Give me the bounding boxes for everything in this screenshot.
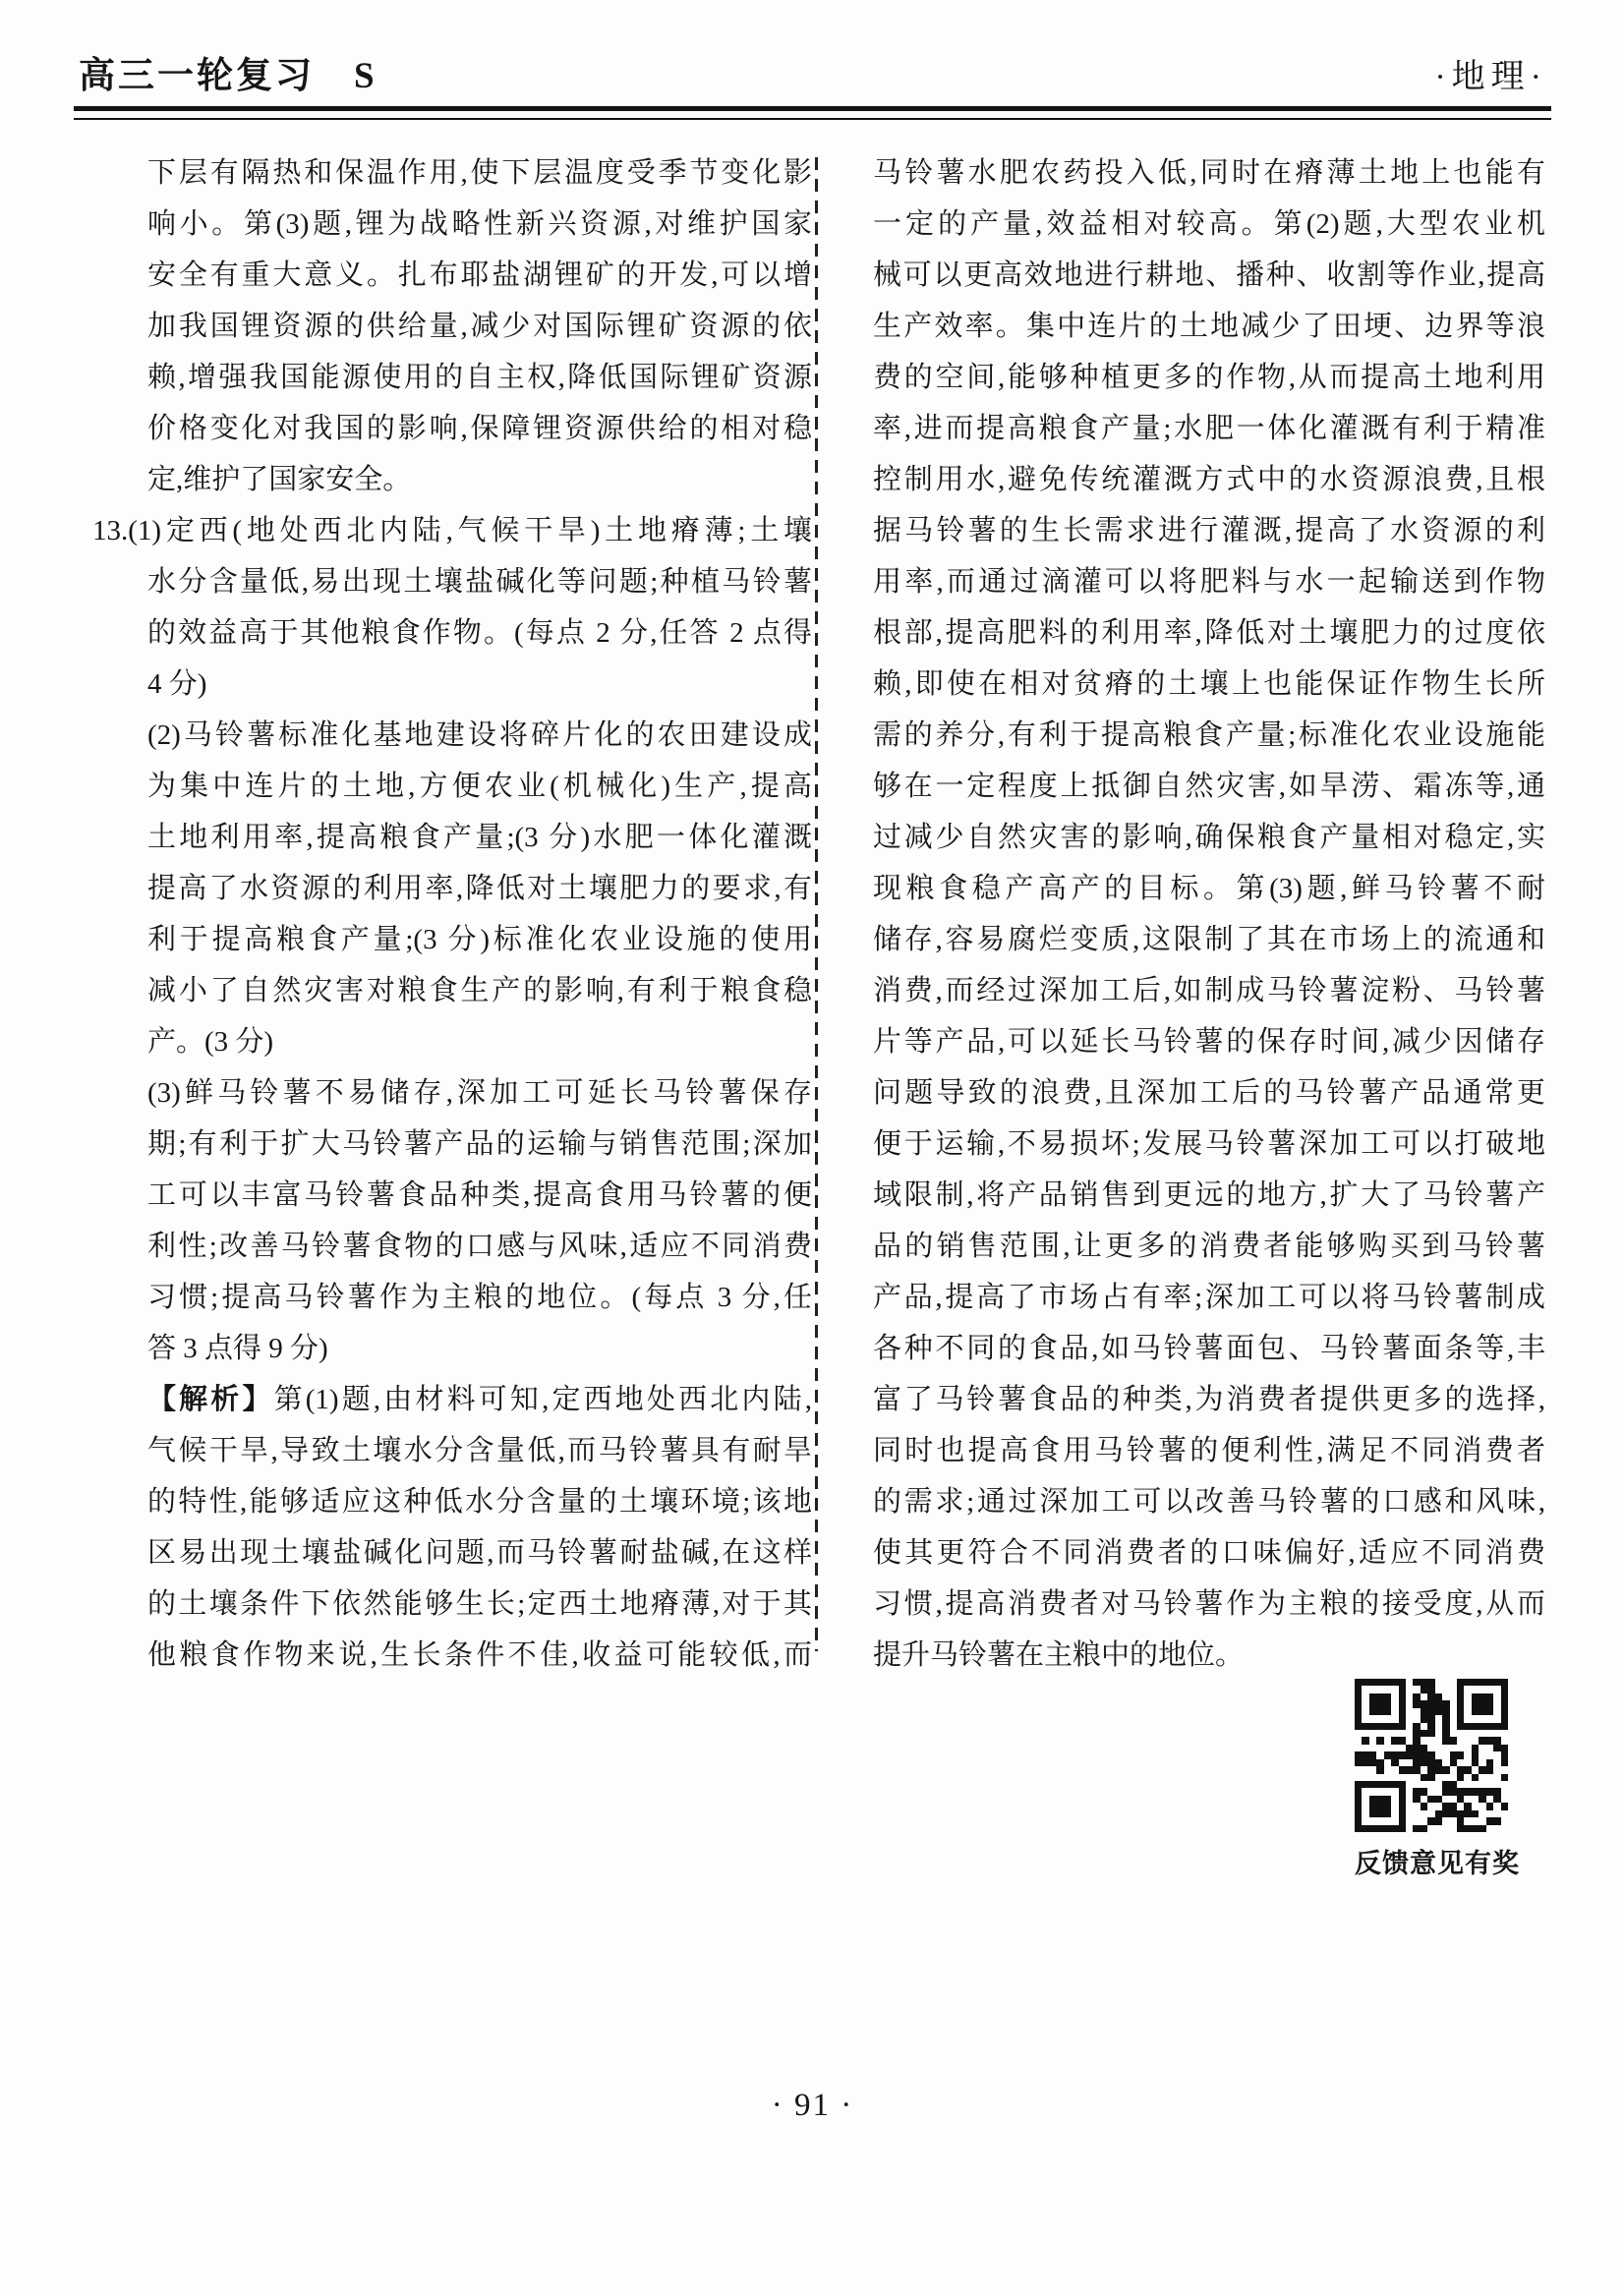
text-line: 赖,增强我国能源使用的自主权,降低国际锂矿资源 (147, 362, 812, 393)
text-line: 够在一定程度上抵御自然灾害,如旱涝、霜冻等,通 (873, 771, 1545, 802)
text-line: 储存,容易腐烂变质,这限制了其在市场上的流通和 (873, 924, 1545, 955)
text-line: 土地利用率,提高粮食产量;(3 分)水肥一体化灌溉 (147, 822, 812, 853)
page-title: 高三一轮复习 S (79, 56, 377, 96)
qr-feedback-block (1355, 1679, 1520, 1880)
header-rule-bottom (74, 118, 1551, 120)
text-line: 减小了自然灾害对粮食生产的影响,有利于粮食稳 (147, 975, 812, 1006)
text-line: 一定的产量,效益相对较高。第(2)题,大型农业机 (873, 208, 1545, 240)
text-line: 片等产品,可以延长马铃薯的保存时间,减少因储存 (873, 1026, 1545, 1058)
text-line: 水分含量低,易出现土壤盐碱化等问题;种植马铃薯 (147, 566, 812, 598)
text-line: 下层有隔热和保温作用,使下层温度受季节变化影 (147, 157, 812, 189)
text-line: 各种不同的食品,如马铃薯面包、马铃薯面条等,丰 (873, 1333, 1545, 1364)
text-line: 他粮食作物来说,生长条件不佳,收益可能较低,而 (147, 1639, 812, 1671)
text-line: 富了马铃薯食品的种类,为消费者提供更多的选择, (873, 1384, 1545, 1415)
text-line: 利于提高粮食产量;(3 分)标准化农业设施的使用 (147, 924, 812, 955)
text-line: (3)鲜马铃薯不易储存,深加工可延长马铃薯保存 (147, 1077, 812, 1109)
text-line: 域限制,将产品销售到更远的地方,扩大了马铃薯产 (873, 1179, 1545, 1211)
text-line: 生产效率。集中连片的土地减少了田埂、边界等浪 (873, 311, 1545, 342)
text-line: 控制用水,避免传统灌溉方式中的水资源浪费,且根 (873, 464, 1545, 495)
text-line: 问题导致的浪费,且深加工后的马铃薯产品通常更 (873, 1077, 1545, 1109)
text-line: 使其更符合不同消费者的口味偏好,适应不同消费 (873, 1537, 1545, 1569)
text-line: 提升马铃薯在主粮中的地位。 (873, 1639, 1245, 1671)
text-line: 据马铃薯的生长需求进行灌溉,提高了水资源的利 (873, 515, 1545, 546)
text-line: 械可以更高效地进行耕地、播种、收割等作业,提高 (873, 259, 1545, 291)
header-rule-top (74, 106, 1551, 111)
text-line: 的需求;通过深加工可以改善马铃薯的口感和风味, (873, 1486, 1545, 1518)
text-line: (2)马铃薯标准化基地建设将碎片化的农田建设成 (147, 719, 812, 751)
text-line: 工可以丰富马铃薯食品种类,提高食用马铃薯的便 (147, 1179, 812, 1211)
text-line: 同时也提高食用马铃薯的便利性,满足不同消费者 (873, 1435, 1545, 1466)
text-line: 安全有重大意义。扎布耶盐湖锂矿的开发,可以增 (147, 259, 812, 291)
text-line: 价格变化对我国的影响,保障锂资源供给的相对稳 (147, 413, 812, 444)
qr-code (1355, 1679, 1508, 1832)
text-line: 过减少自然灾害的影响,确保粮食产量相对稳定,实 (873, 822, 1545, 853)
text-line: 的特性,能够适应这种低水分含量的土壤环境;该地 (147, 1486, 812, 1518)
text-line: 利性;改善马铃薯食物的口感与风味,适应不同消费 (147, 1231, 812, 1262)
text-line: 习惯;提高马铃薯作为主粮的地位。(每点 3 分,任 (147, 1282, 812, 1313)
text-line: 习惯,提高消费者对马铃薯作为主粮的接受度,从而 (873, 1588, 1545, 1620)
text-line: 提高了水资源的利用率,降低对土壤肥力的要求,有 (147, 873, 812, 904)
right-column (873, 147, 1545, 1681)
text-line: 品的销售范围,让更多的消费者能够购买到马铃薯 (873, 1231, 1545, 1262)
left-column (92, 147, 812, 1681)
text-line: 期;有利于扩大马铃薯产品的运输与销售范围;深加 (147, 1128, 812, 1160)
text-line: 13.(1)定西(地处西北内陆,气候干旱)土地瘠薄;土壤 (92, 515, 812, 546)
text-line: 的土壤条件下依然能够生长;定西土地瘠薄,对于其 (147, 1588, 812, 1620)
text-line: 产。(3 分) (147, 1026, 274, 1058)
text-line: 区易出现土壤盐碱化问题,而马铃薯耐盐碱,在这样 (147, 1537, 812, 1569)
text-line: 现粮食稳产高产的目标。第(3)题,鲜马铃薯不耐 (873, 873, 1545, 904)
text-line: 气候干旱,导致土壤水分含量低,而马铃薯具有耐旱 (147, 1435, 812, 1466)
text-line: 率,进而提高粮食产量;水肥一体化灌溉有利于精准 (873, 413, 1545, 444)
text-line: 定,维护了国家安全。 (147, 464, 412, 495)
subject-label: ·地理· (1434, 59, 1547, 95)
text-line: 根部,提高肥料的利用率,降低对土壤肥力的过度依 (873, 617, 1545, 649)
text-line: 需的养分,有利于提高粮食产量;标准化农业设施能 (873, 719, 1545, 751)
text-line: 产品,提高了市场占有率;深加工可以将马铃薯制成 (873, 1282, 1545, 1313)
text-line: 便于运输,不易损坏;发展马铃薯深加工可以打破地 (873, 1128, 1545, 1160)
text-line: 答 3 点得 9 分) (147, 1333, 328, 1364)
text-line: 为集中连片的土地,方便农业(机械化)生产,提高 (147, 771, 812, 802)
text-line: 加我国锂资源的供给量,减少对国际锂矿资源的依 (147, 311, 812, 342)
text-line: 费的空间,能够种植更多的作物,从而提高土地利用 (873, 362, 1545, 393)
qr-caption: 反馈意见有奖 (1355, 1849, 1520, 1878)
text-line: 马铃薯水肥农药投入低,同时在瘠薄土地上也能有 (873, 157, 1545, 189)
text-line: 4 分) (147, 668, 207, 700)
text-line: 消费,而经过深加工后,如制成马铃薯淀粉、马铃薯 (873, 975, 1545, 1006)
text-line: 用率,而通过滴灌可以将肥料与水一起输送到作物 (873, 566, 1545, 598)
text-line: 赖,即使在相对贫瘠的土壤上也能保证作物生长所 (873, 668, 1545, 700)
text-line: 响小。第(3)题,锂为战略性新兴资源,对维护国家 (147, 208, 812, 240)
page-number: · 91 · (771, 2088, 854, 2123)
text-line: 【解析】第(1)题,由材料可知,定西地处西北内陆, (147, 1384, 812, 1415)
column-divider (815, 157, 818, 1651)
text-line: 的效益高于其他粮食作物。(每点 2 分,任答 2 点得 (147, 617, 812, 649)
